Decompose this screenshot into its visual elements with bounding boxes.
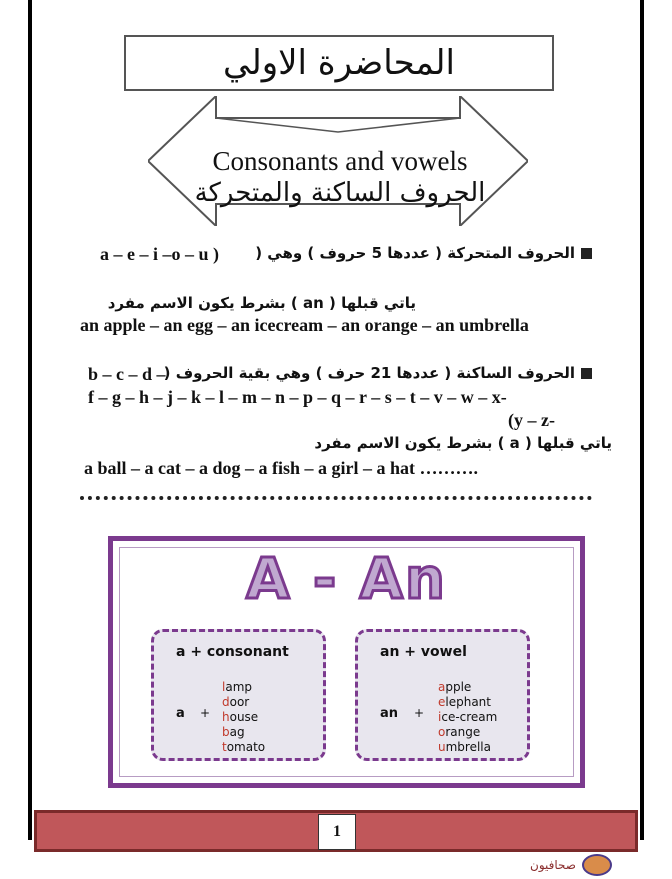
consonant-letters-3: (y – z- [508, 410, 555, 430]
vowels-rule: ياتي قبلها ( an ) بشرط يكون الاسم مفرد [107, 294, 416, 312]
word-rest: omato [226, 740, 266, 754]
consonants-intro [164, 364, 592, 382]
vowel-rule-plus: + [414, 706, 425, 720]
bullet-icon [581, 248, 592, 259]
word-rest: ce-cream [441, 710, 498, 724]
word-rest: mbrella [445, 740, 491, 754]
consonant-rule-plus: + [200, 706, 211, 720]
consonant-letters-1: b – c – d – [88, 364, 166, 384]
highlight-letter: i [438, 710, 442, 724]
vowel-rule-prefix: an [380, 706, 399, 721]
highlight-letter: u [438, 740, 446, 754]
word-item [222, 710, 265, 725]
logo-text: صحافيون [530, 858, 576, 872]
bullet-icon [581, 368, 592, 379]
word-rest: ag [229, 725, 245, 739]
consonant-rule-prefix: a [176, 706, 185, 721]
word-item [438, 725, 497, 740]
highlight-letter: t [222, 740, 227, 754]
highlight-letter: o [438, 725, 446, 739]
consonants-examples: a ball – a cat – a dog – a fish – a girl – a hat ………. [84, 458, 479, 478]
word-item [222, 725, 265, 740]
highlight-letter: d [222, 695, 230, 709]
highlight-letter: b [222, 725, 230, 739]
page-border-left [28, 0, 32, 840]
consonants-rule: ياتي قبلها ( a ) بشرط يكون الاسم مفرد [314, 434, 612, 452]
lecture-title: المحاضرة الاولي [223, 43, 455, 83]
dotted-divider [80, 496, 592, 500]
page-number: 1 [318, 814, 356, 850]
a-an-card [108, 536, 585, 788]
consonant-rule-heading: a + consonant [176, 644, 289, 660]
word-item [438, 740, 497, 755]
vowels-examples: an apple – an egg – an icecream – an orange – an umbrella [80, 315, 529, 335]
word-rest: lephant [445, 695, 491, 709]
consonant-rule-box [151, 629, 326, 761]
lecture-title-box [124, 35, 554, 91]
vowel-word-list [438, 680, 497, 755]
site-logo [530, 854, 660, 876]
consonant-word-list [222, 680, 265, 755]
word-item [222, 740, 265, 755]
word-item [222, 680, 265, 695]
highlight-letter: l [222, 680, 226, 694]
a-an-title: A - An [246, 547, 447, 612]
word-rest: range [445, 725, 481, 739]
word-rest: pple [445, 680, 472, 694]
logo-icon [582, 854, 612, 876]
word-item [438, 710, 497, 725]
arrow-heading-arabic: الحروف الساكنة والمتحركة [194, 178, 486, 208]
vowel-rule-box [355, 629, 530, 761]
highlight-letter: e [438, 695, 446, 709]
word-rest: oor [229, 695, 250, 709]
vowel-letters: a – e – i –o – u ) [100, 244, 219, 264]
word-item [438, 695, 497, 710]
consonant-letters-2: f – g – h – j – k – l – m – n – p – q – r – s – t – v – w – x- [88, 387, 507, 407]
consonants-intro-text: الحروف الساكنة ( عددها 21 حرف ) وهي بقية الحروف ( [163, 364, 575, 382]
vowels-intro [255, 244, 592, 262]
arrow-heading-english: Consonants and vowels [212, 146, 468, 176]
page-border-right [640, 0, 644, 840]
vowel-rule-heading: an + vowel [380, 644, 467, 660]
word-item [222, 695, 265, 710]
word-rest: amp [225, 680, 253, 694]
word-item [438, 680, 497, 695]
word-rest: ouse [229, 710, 259, 724]
vowels-intro-text: الحروف المتحركة ( عددها 5 حروف ) وهي ( [255, 244, 575, 262]
highlight-letter: h [222, 710, 230, 724]
highlight-letter: a [438, 680, 446, 694]
